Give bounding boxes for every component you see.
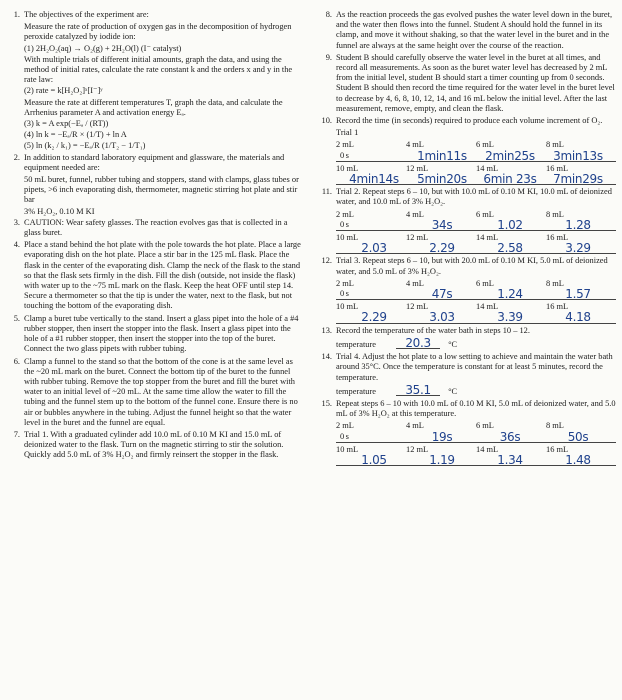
- trial-1-times-top: 0 s 1min11s 2min25s 3min13s: [336, 151, 616, 162]
- volume-row-top: 2 mL 4 mL 6 mL 8 mL: [336, 421, 564, 431]
- step-12: 12. Trial 3. Repeat steps 6 – 10, but with 20.0 mL of 0.10 M KI, 5.0 mL of deionized water, and 5.0 mL of 3% H₂O₂.: [321, 256, 608, 276]
- step-13: 13. Record the temperature of the water bath in steps 10 – 12. temperature 20.3 °C: [316, 326, 616, 350]
- left-column: [4, 10, 302, 463]
- step-4: 4. Place a stand behind the hot plate with the pole towards the hot plate. Place a large evaporating dish on the hot plate. Place a stir bar in the 125 mL flask. Place the flask in the center of the evaporating dish. Clamp the neck of the flask to the stand so that the flask sets firmly in the dish. Fill the dish (outside, not inside the flask) with water up to the ~75 mL mark on the flask. Keep the heat OFF until step 14. Secure a thermometer so that the tip is under the water, next to the flask, but not touching the bottom of the evaporating dish.: [13, 240, 301, 311]
- volume-row-bottom: 10 mL 12 mL 14 mL 16 mL: [336, 302, 569, 312]
- temperature-line-1: temperature 20.3 °C: [336, 335, 458, 350]
- step-7: 7. Trial 1. With a graduated cylinder add 10.0 mL of 0.10 M KI and 15.0 mL of deionized water to the flask. Turn on the magnetic stirring to stir the solution. Quickly add 5.0 mL of 3% H₂O₂ and firmly reinsert the stopper in the flask.: [13, 429, 284, 460]
- objective-rate-law-text: With multiple trials of different initial amounts, graph the data, and using the method of initial rates, calculate the rate constant k and the orders x and y in the rate law:: [24, 54, 293, 85]
- trial-2-table: [316, 210, 616, 255]
- trial-1-times-bottom: 4min14s 5min20s 6min 23s 7min29s: [336, 174, 616, 185]
- step-5: 5. Clamp a buret tube vertically to the stand. Insert a glass pipet into the hole of a #4 rubber stopper, then insert the stopper into the flask. Insert a glass pipet into the hole of a #1 rubber stopper, then insert the stopper into the top of the buret. Connect the two glass pipets with rubber tubing.: [13, 313, 299, 354]
- volume-row-bottom: 10 mL 12 mL 14 mL 16 mL: [336, 233, 569, 243]
- equation-2: (2) rate = k[H₂O₂]ˣ[I⁻]ʸ: [24, 86, 103, 96]
- trial-2-times-bottom: 2.03 2.29 2.58 3.29: [336, 243, 616, 254]
- temperature-value-2: 35.1: [396, 385, 440, 396]
- equation-1: (1) 2H₂O₂(aq) → O₂(g) + 2H₂O(l) (I⁻ catalyst): [24, 43, 182, 53]
- trial-3-table: [316, 279, 616, 324]
- volume-row-bottom: 10 mL 12 mL 14 mL 16 mL: [336, 163, 569, 173]
- trial-3-times-top: 0 s 47s 1.24 1.57: [336, 289, 616, 300]
- trial-4-times-bottom: 1.05 1.19 1.34 1.48: [336, 455, 616, 466]
- trial-4-table: [316, 421, 616, 466]
- trial-1-table: [316, 128, 616, 185]
- volume-row-top: 2 mL 4 mL 6 mL 8 mL: [336, 209, 564, 219]
- step-6: 6. Clamp a funnel to the stand so that the bottom of the cone is at the same level as the ~20 mL mark on the buret. Connect the bottom tip of the buret to the funnel with rubber tubing. Remove the top stopper from the buret and fill the buret with water to an initial level of ~20 mL. At the same time allow the water to fill the tubing and the funnel stem up to the bottom of the funnel cone. Ensure there is no air or bubbles anywhere in the tubing. Adjust the funnel height so that the water level in the buret and the funnel are equal.: [13, 356, 298, 427]
- objective-text: Measure the rate of production of oxygen gas in the decomposition of hydrogen peroxide catalyzed by iodide ion:: [24, 22, 292, 42]
- step-1: 1. The objectives of the experiment are:: [13, 10, 149, 19]
- trial-2-times-top: 0 s 34s 1.02 1.28: [336, 220, 616, 231]
- step-8: 8. As the reaction proceeds the gas evolved pushes the water level down in the buret, and the water then flows into the funnel. Student A should hold the funnel in its clamp, and move it without shaking, so that the water level in the buret and in the funnel are always at the same height over the course of the reaction.: [325, 10, 613, 50]
- reagents-list: 3% H₂O₂, 0.10 M KI: [24, 206, 95, 216]
- equation-3: (3) k = A exp(−Eₐ / (RT)): [24, 119, 109, 129]
- temperature-line-2: temperature 35.1 °C: [336, 382, 458, 397]
- step-15: 15. Repeat steps 6 – 10 with 10.0 mL of 0.10 M KI, 5.0 mL of deionized water, and 5.0 mL of 3% H₂O₂ at this temperature.: [321, 398, 616, 419]
- step-9: 9. Student B should carefully observe the water level in the buret at all times, and record all measurements. As soon as the buret water level has decreased by 2 mL from the initial level, student B should start a timer counting up from 0 seconds. Student B should then record the time required for the water level in the buret level to decrease by 4, 6, 8, 10, 12, 14, and 16 mL below the initial level. After the last measurement, remove, empty, and clean the flask.: [325, 52, 615, 113]
- step-14: 14. Trial 4. Adjust the hot plate to a low setting to achieve and maintain the water bath around 35°C. Once the temperature is constant for at least 5 minutes, record the temperature. temperature 35.1 °C: [316, 352, 616, 397]
- equation-4: (4) ln k = −Eₐ/R × (1/T) + ln A: [24, 130, 127, 140]
- trial-4-times-top: 0 s 19s 36s 50s: [336, 432, 616, 443]
- equipment-list: 50 mL buret, funnel, rubber tubing and stoppers, stand with clamps, glass tubes or pipets, >6 inch evaporating dish, thermometer, magnetic stirring hot plate and stir bar: [24, 175, 299, 205]
- equation-5: (5) ln (k₂ / k₁) = −Eₐ/R (1/T₂ − 1/T₁): [24, 141, 146, 151]
- trial-3-times-bottom: 2.29 3.03 3.39 4.18: [336, 312, 616, 323]
- step-3: 3. CAUTION: Wear safety glasses. The reaction evolves gas that is collected in a glass buret.: [13, 217, 288, 238]
- volume-row-bottom: 10 mL 12 mL 14 mL 16 mL: [336, 444, 569, 454]
- volume-row-top: 2 mL 4 mL 6 mL 8 mL: [336, 140, 564, 150]
- volume-row-top: 2 mL 4 mL 6 mL 8 mL: [336, 278, 564, 288]
- temperature-value-1: 20.3: [396, 338, 440, 349]
- right-column: [316, 10, 616, 468]
- trial-1-label: Trial 1: [336, 128, 359, 138]
- step-10: 10. Record the time (in seconds) required to produce each volume increment of O₂.: [321, 116, 603, 126]
- step-11: 11. Trial 2. Repeat steps 6 – 10, but with 10.0 mL of 0.10 M KI, 10.0 mL of deionized water, and 10.0 mL of 3% H₂O₂.: [321, 187, 612, 207]
- objective-arrhenius-text: Measure the rate at different temperatures T, graph the data, and calculate the Arrhenius parameter A and activation energy Eₐ.: [24, 97, 283, 117]
- step-2: 2. In addition to standard laboratory equipment and glassware, the materials and equipment needed are:: [13, 152, 285, 172]
